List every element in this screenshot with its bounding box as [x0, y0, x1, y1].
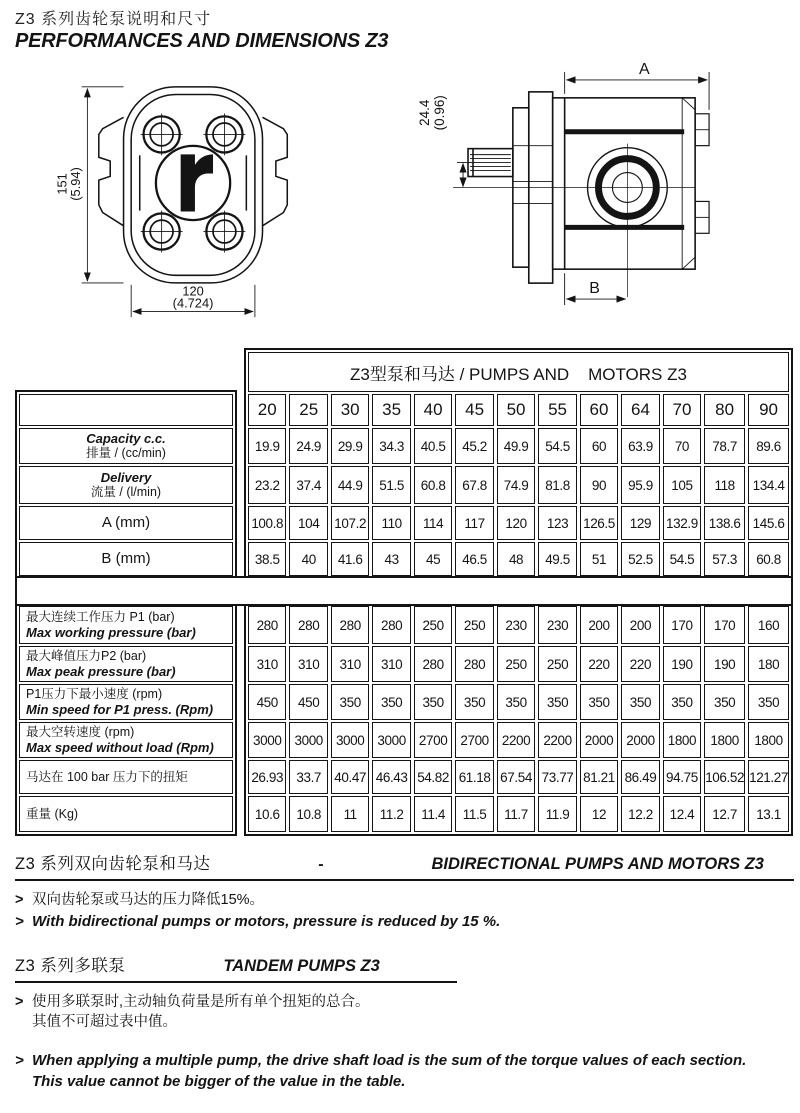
value-dim-a-64: 129 [621, 506, 659, 540]
value-min-speed-45: 350 [455, 684, 493, 720]
dim-a-label: A [639, 60, 650, 78]
value-weight-60: 12 [580, 796, 618, 832]
bullet-text: 使用多联泵时,主动轴负荷量是所有单个扭矩的总合。 [32, 993, 370, 1010]
value-torque-100bar-60: 81.21 [580, 760, 618, 794]
value-max-working-pressure-40: 250 [414, 606, 452, 644]
dimension-a [565, 72, 709, 110]
row-label-line: 马达在 100 bar 压力下的扭矩 [26, 769, 188, 784]
dim-120-inch-label: (4.724) [172, 295, 214, 311]
value-capacity-50: 49.9 [497, 428, 535, 464]
pump-side-view-drawing [413, 58, 787, 312]
value-max-speed-80: 1800 [704, 722, 745, 758]
value-max-peak-pressure-50: 250 [497, 646, 535, 682]
value-delivery-90: 134.4 [748, 466, 789, 504]
value-capacity-25: 24.9 [289, 428, 327, 464]
bidirectional-notes [15, 890, 794, 932]
value-dim-a-60: 126.5 [580, 506, 618, 540]
tandem-heading-en: TANDEM PUMPS Z3 [223, 956, 380, 975]
value-torque-100bar-40: 54.82 [414, 760, 452, 794]
value-max-peak-pressure-40: 280 [414, 646, 452, 682]
value-capacity-30: 29.9 [331, 428, 369, 464]
bullet-chevron: > [15, 1052, 24, 1070]
bidirectional-heading-zh: Z3 系列双向齿轮泵和马达 [15, 855, 211, 873]
value-max-peak-pressure-64: 220 [621, 646, 659, 682]
value-capacity-64: 63.9 [621, 428, 659, 464]
column-header-20: 20 [248, 394, 286, 426]
column-header-50: 50 [497, 394, 535, 426]
value-dim-b-80: 57.3 [704, 542, 745, 576]
value-weight-90: 13.1 [748, 796, 789, 832]
notes-area [15, 850, 794, 1113]
value-delivery-25: 37.4 [289, 466, 327, 504]
row-label-max-speed [19, 722, 233, 758]
value-min-speed-90: 350 [748, 684, 789, 720]
value-dim-a-45: 117 [455, 506, 493, 540]
value-torque-100bar-80: 106.52 [704, 760, 745, 794]
value-max-speed-30: 3000 [331, 722, 369, 758]
row-label-line: 重量 (Kg) [26, 806, 79, 821]
bullet-line [15, 1071, 794, 1092]
tandem-section-heading [15, 952, 457, 983]
value-max-speed-70: 1800 [663, 722, 701, 758]
bullet-text: 其值不可超过表中值。 [32, 1014, 177, 1031]
row-label-delivery [19, 466, 233, 504]
heading-dash: - [318, 856, 324, 873]
value-min-speed-40: 350 [414, 684, 452, 720]
value-min-speed-55: 350 [538, 684, 576, 720]
value-torque-100bar-45: 61.18 [455, 760, 493, 794]
pump-front-view-drawing [55, 64, 293, 321]
bullet-text: This value cannot be bigger of the value in the table. [32, 1073, 406, 1091]
value-weight-50: 11.7 [497, 796, 535, 832]
column-header-35: 35 [372, 394, 410, 426]
value-torque-100bar-90: 121.27 [748, 760, 789, 794]
value-min-speed-60: 350 [580, 684, 618, 720]
value-delivery-40: 60.8 [414, 466, 452, 504]
value-max-peak-pressure-60: 220 [580, 646, 618, 682]
value-capacity-45: 45.2 [455, 428, 493, 464]
value-dim-a-25: 104 [289, 506, 327, 540]
row-label-line: Capacity c.c. [86, 430, 166, 446]
value-delivery-55: 81.8 [538, 466, 576, 504]
value-capacity-20: 19.9 [248, 428, 286, 464]
value-dim-b-45: 46.5 [455, 542, 493, 576]
row-label-line: Min speed for P1 press. (Rpm) [26, 701, 214, 717]
value-max-working-pressure-30: 280 [331, 606, 369, 644]
value-max-peak-pressure-70: 190 [663, 646, 701, 682]
value-dim-a-50: 120 [497, 506, 535, 540]
value-dim-b-55: 49.5 [538, 542, 576, 576]
value-max-speed-90: 1800 [748, 722, 789, 758]
row-label-dim-b [19, 542, 233, 576]
value-weight-80: 12.7 [704, 796, 745, 832]
value-max-working-pressure-25: 280 [289, 606, 327, 644]
value-max-speed-35: 3000 [372, 722, 410, 758]
value-max-working-pressure-45: 250 [455, 606, 493, 644]
value-capacity-55: 54.5 [538, 428, 576, 464]
value-max-working-pressure-20: 280 [248, 606, 286, 644]
value-max-peak-pressure-90: 180 [748, 646, 789, 682]
bullet-chevron: > [15, 912, 24, 930]
page-title-zh: Z3 系列齿轮泵说明和尺寸 [15, 11, 212, 28]
value-weight-70: 12.4 [663, 796, 701, 832]
bullet-line [15, 1012, 794, 1033]
value-torque-100bar-70: 94.75 [663, 760, 701, 794]
row-label-min-speed [19, 684, 233, 720]
value-dim-b-90: 60.8 [748, 542, 789, 576]
value-min-speed-64: 350 [621, 684, 659, 720]
row-label-line: Max peak pressure (bar) [26, 663, 176, 679]
bullet-text: When applying a multiple pump, the drive shaft load is the sum of the torque values of each section. [32, 1052, 747, 1070]
row-label-line: 流量 / (l/min) [90, 485, 162, 500]
row-label-max-peak-pressure [19, 646, 233, 682]
value-capacity-35: 34.3 [372, 428, 410, 464]
value-delivery-50: 74.9 [497, 466, 535, 504]
row-label-line: 最大峰值压力P2 (bar) [26, 648, 147, 663]
page-title-block [15, 6, 388, 53]
page-title-en: PERFORMANCES AND DIMENSIONS Z3 [15, 30, 389, 52]
table-separator-band [15, 576, 793, 606]
value-min-speed-20: 450 [248, 684, 286, 720]
column-header-64: 64 [621, 394, 659, 426]
value-torque-100bar-55: 73.77 [538, 760, 576, 794]
value-max-peak-pressure-80: 190 [704, 646, 745, 682]
pump-left-ear [99, 117, 124, 226]
dim-151-label: 151 [54, 173, 70, 195]
value-dim-b-40: 45 [414, 542, 452, 576]
value-max-peak-pressure-20: 310 [248, 646, 286, 682]
value-delivery-70: 105 [663, 466, 701, 504]
dim-151-inch-label: (5.94) [67, 167, 83, 201]
value-torque-100bar-25: 33.7 [289, 760, 327, 794]
column-header-90: 90 [748, 394, 789, 426]
column-header-45: 45 [455, 394, 493, 426]
bullet-line [15, 890, 794, 911]
value-dim-a-55: 123 [538, 506, 576, 540]
value-min-speed-25: 450 [289, 684, 327, 720]
bullet-text: With bidirectional pumps or motors, pressure is reduced by 15 %. [32, 912, 501, 930]
row-label-max-working-pressure [19, 606, 233, 644]
value-torque-100bar-64: 86.49 [621, 760, 659, 794]
value-max-speed-50: 2200 [497, 722, 535, 758]
value-dim-a-35: 110 [372, 506, 410, 540]
row-label-line: 最大连续工作压力 P1 (bar) [26, 609, 175, 624]
value-max-working-pressure-80: 170 [704, 606, 745, 644]
value-weight-35: 11.2 [372, 796, 410, 832]
value-dim-a-40: 114 [414, 506, 452, 540]
value-max-peak-pressure-35: 310 [372, 646, 410, 682]
bidirectional-heading-en: BIDIRECTIONAL PUMPS AND MOTORS Z3 [431, 855, 764, 873]
value-capacity-40: 40.5 [414, 428, 452, 464]
value-weight-25: 10.8 [289, 796, 327, 832]
value-weight-64: 12.2 [621, 796, 659, 832]
pump-housing [553, 98, 709, 269]
bullet-line [15, 992, 794, 1013]
value-min-speed-35: 350 [372, 684, 410, 720]
value-max-working-pressure-55: 230 [538, 606, 576, 644]
value-dim-b-60: 51 [580, 542, 618, 576]
value-torque-100bar-50: 67.54 [497, 760, 535, 794]
value-dim-a-30: 107.2 [331, 506, 369, 540]
value-weight-55: 11.9 [538, 796, 576, 832]
tandem-heading-zh: Z3 系列多联泵 [15, 956, 126, 975]
tandem-notes [15, 992, 794, 1093]
value-max-peak-pressure-45: 280 [455, 646, 493, 682]
row-label-line: 排量 / (cc/min) [86, 446, 166, 461]
value-dim-b-64: 52.5 [621, 542, 659, 576]
value-torque-100bar-20: 26.93 [248, 760, 286, 794]
value-capacity-60: 60 [580, 428, 618, 464]
value-max-working-pressure-90: 160 [748, 606, 789, 644]
column-header-60: 60 [580, 394, 618, 426]
row-label-line: P1压力下最小速度 (rpm) [26, 686, 163, 701]
value-delivery-80: 118 [704, 466, 745, 504]
dim-24-4-label: 24.4 [417, 99, 433, 126]
value-max-speed-45: 2700 [455, 722, 493, 758]
row-label-line: A (mm) [101, 514, 151, 532]
value-weight-40: 11.4 [414, 796, 452, 832]
row-label-line: Delivery [100, 469, 152, 485]
row-label-line: Max working pressure (bar) [26, 624, 196, 640]
value-delivery-35: 51.5 [372, 466, 410, 504]
column-header-55: 55 [538, 394, 576, 426]
table-row-labels-column [15, 390, 237, 836]
table-data-grid [248, 394, 789, 832]
value-max-peak-pressure-25: 310 [289, 646, 327, 682]
row-label-dim-a [19, 506, 233, 540]
value-min-speed-80: 350 [704, 684, 745, 720]
value-dim-b-50: 48 [497, 542, 535, 576]
value-dim-b-70: 54.5 [663, 542, 701, 576]
value-max-working-pressure-64: 200 [621, 606, 659, 644]
value-capacity-90: 89.6 [748, 428, 789, 464]
dim-b-label: B [589, 280, 600, 298]
value-weight-30: 11 [331, 796, 369, 832]
value-max-working-pressure-35: 280 [372, 606, 410, 644]
bullet-line [15, 911, 794, 932]
value-torque-100bar-30: 40.47 [331, 760, 369, 794]
row-label-line: Max speed without load (Rpm) [26, 739, 214, 755]
value-delivery-60: 90 [580, 466, 618, 504]
dim-120-label: 120 [182, 283, 204, 299]
bullet-chevron [15, 1012, 32, 1033]
value-capacity-70: 70 [663, 428, 701, 464]
dim-24-4-inch-label: (0.96) [432, 95, 448, 131]
value-max-working-pressure-50: 230 [497, 606, 535, 644]
bullet-line [15, 1050, 794, 1071]
value-min-speed-70: 350 [663, 684, 701, 720]
value-delivery-30: 44.9 [331, 466, 369, 504]
value-dim-a-90: 145.6 [748, 506, 789, 540]
row-label-line: 最大空转速度 (rpm) [26, 724, 135, 739]
bullet-text: 双向齿轮泵或马达的压力降低15%。 [32, 892, 265, 908]
column-header-40: 40 [414, 394, 452, 426]
value-dim-b-25: 40 [289, 542, 327, 576]
bullet-chevron: > [15, 892, 24, 908]
value-delivery-45: 67.8 [455, 466, 493, 504]
bidirectional-section-heading [15, 850, 794, 881]
value-min-speed-50: 350 [497, 684, 535, 720]
value-max-working-pressure-70: 170 [663, 606, 701, 644]
value-max-peak-pressure-55: 250 [538, 646, 576, 682]
column-header-spacer [19, 394, 233, 426]
value-max-working-pressure-60: 200 [580, 606, 618, 644]
value-max-speed-55: 2200 [538, 722, 576, 758]
column-header-70: 70 [663, 394, 701, 426]
column-header-80: 80 [704, 394, 745, 426]
value-max-peak-pressure-30: 310 [331, 646, 369, 682]
bullet-chevron: > [15, 993, 24, 1010]
value-min-speed-30: 350 [331, 684, 369, 720]
spec-table [15, 348, 793, 836]
value-capacity-80: 78.7 [704, 428, 745, 464]
value-dim-a-80: 138.6 [704, 506, 745, 540]
pump-right-ear [263, 117, 288, 226]
brand-r-logo-icon [181, 154, 213, 211]
value-max-speed-60: 2000 [580, 722, 618, 758]
value-dim-b-20: 38.5 [248, 542, 286, 576]
value-weight-20: 10.6 [248, 796, 286, 832]
column-header-25: 25 [289, 394, 327, 426]
row-label-torque-100bar [19, 760, 233, 794]
row-label-weight [19, 796, 233, 832]
value-dim-a-70: 132.9 [663, 506, 701, 540]
value-max-speed-64: 2000 [621, 722, 659, 758]
column-header-30: 30 [331, 394, 369, 426]
table-title: Z3型泵和马达 / PUMPS AND MOTORS Z3 [248, 352, 789, 392]
row-label-line: B (mm) [101, 550, 151, 568]
value-torque-100bar-35: 46.43 [372, 760, 410, 794]
value-max-speed-25: 3000 [289, 722, 327, 758]
value-dim-b-35: 43 [372, 542, 410, 576]
bullet-chevron [15, 1071, 32, 1092]
value-max-speed-40: 2700 [414, 722, 452, 758]
value-dim-a-20: 100.8 [248, 506, 286, 540]
value-delivery-20: 23.2 [248, 466, 286, 504]
value-dim-b-30: 41.6 [331, 542, 369, 576]
value-weight-45: 11.5 [455, 796, 493, 832]
dimension-151 [82, 87, 124, 283]
row-label-capacity [19, 428, 233, 464]
value-max-speed-20: 3000 [248, 722, 286, 758]
value-delivery-64: 95.9 [621, 466, 659, 504]
